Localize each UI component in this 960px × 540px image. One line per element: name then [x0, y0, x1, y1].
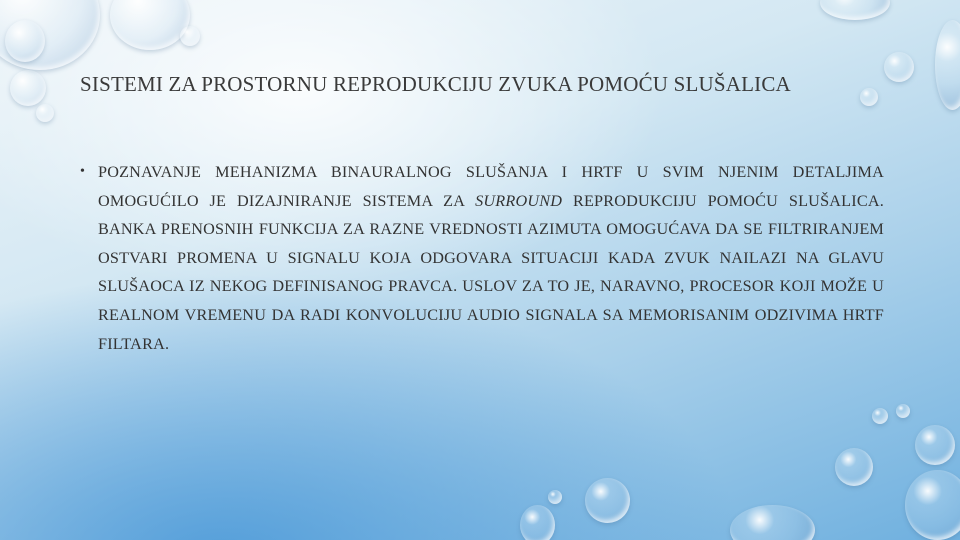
water-drop [548, 490, 562, 504]
water-drop [835, 448, 873, 486]
water-drop [905, 470, 960, 540]
water-drop [110, 0, 190, 50]
bullet-text-italic: SURROUND [475, 191, 563, 210]
water-drop [730, 505, 815, 540]
water-drop [935, 20, 960, 110]
bullet-text-part2: REPRODUKCIJU POMOĆU SLUŠALICA. BANKA PRENOSNIH FUNKCIJA ZA RAZNE VREDNOSTI AZIMUTA OMOGUĆAVA DA SE FILTRIRANJEM OSTVARI PROMENA U SIGNALU KOJA ODGOVARA SITUACIJI KADA ZVUK NAILAZI NA GLAVU SLUŠAOCA IZ NEKOG DEFINISANOG PRAVCA. USLOV ZA TO JE, NARAVNO, PROCESOR KOJI MOŽE U REALNOM VREMENU DA RADI KONVOLUCIJU AUDIO SIGNALA SA MEMORISANIM ODZIVIMA HRTF FILTARA. [98, 191, 884, 353]
water-drop [896, 404, 910, 418]
water-drop [36, 104, 54, 122]
bullet-text-part1: POZNAVANJE MEHANIZMA BINAURALNOG SLUŠANJA I HRTF U SVIM NJENIM DETALJIMA OMOGUĆILO JE DIZAJNIRANJE SISTEMA ZA [98, 163, 884, 210]
water-drop [820, 0, 890, 20]
water-drop [5, 20, 45, 62]
water-drop [585, 478, 630, 523]
water-drop [180, 26, 200, 46]
slide-title: SISTEMI ZA PROSTORNU REPRODUKCIJU ZVUKA POMOĆU SLUŠALICA [80, 72, 791, 96]
slide-body [80, 158, 884, 358]
water-drop [915, 425, 955, 465]
bullet-marker: • [80, 164, 86, 179]
water-drop [520, 505, 555, 540]
bullet-text [98, 158, 884, 358]
water-drop [10, 70, 46, 106]
water-drop [872, 408, 888, 424]
bullet-item [80, 158, 884, 358]
